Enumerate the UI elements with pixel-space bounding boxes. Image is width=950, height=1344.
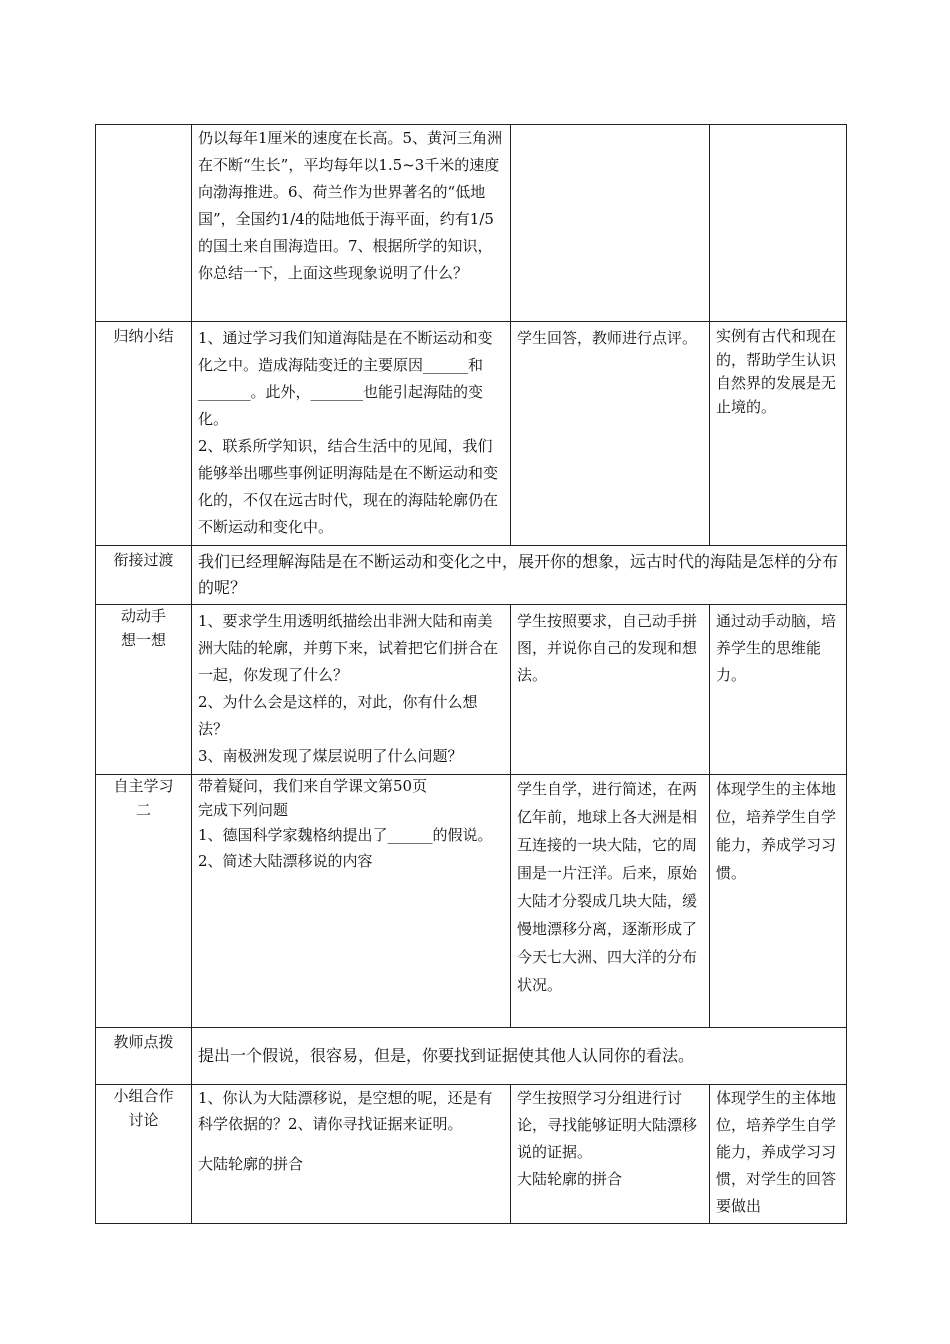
table-row-summary xyxy=(96,322,847,546)
content-cell: 我们已经理解海陆是在不断运动和变化之中，展开你的想象，远古时代的海陆是怎样的分布的呢？ xyxy=(192,546,847,605)
content-cell xyxy=(192,775,511,1028)
content-text: 2、简述大陆漂移说的内容 xyxy=(198,852,373,870)
content-cell xyxy=(192,322,511,546)
table-row-selfstudy xyxy=(96,775,847,1028)
content-text: 1、你认为大陆漂移说，是空想的呢，还是有科学依据的？2、请你寻找证据来证明。 xyxy=(198,1089,493,1133)
goal-cell: 体现学生的主体地位，培养学生自学能力，养成学习习惯。 xyxy=(710,775,847,1028)
content-text: 1、德国科学家魏格纳提出了______的假说。 xyxy=(198,826,493,844)
content-text: 1、要求学生用透明纸描绘出非洲大陆和南美洲大陆的轮廓，并剪下来，试着把它们拼合在一起，你发现了什么？ xyxy=(198,612,499,684)
content-text: 2、联系所学知识，结合生活中的见闻，我们能够举出哪些事例证明海陆是在不断运动和变化的，不仅在远古时代，现在的海陆轮廓仍在不断运动和变化中。 xyxy=(198,437,499,536)
table-row-continuation xyxy=(96,125,847,322)
goal-cell: 通过动手动脑，培养学生的思维能力。 xyxy=(710,605,847,775)
stage-cell: 动动手想一想 xyxy=(96,605,192,775)
goal-cell xyxy=(710,125,847,322)
table-row-handson xyxy=(96,605,847,775)
lesson-plan-table xyxy=(95,124,847,1224)
activity-text: 学生按照学习分组进行讨论，寻找能够证明大陆漂移说的证据。 xyxy=(517,1089,698,1161)
content-text: 完成下列问题 xyxy=(198,800,289,819)
activity-text: 大陆轮廓的拼合 xyxy=(517,1170,623,1188)
stage-cell: 衔接过渡 xyxy=(96,546,192,605)
activity-cell xyxy=(511,125,710,322)
content-text: 大陆轮廓的拼合 xyxy=(198,1155,304,1173)
table-row-transition xyxy=(96,546,847,605)
goal-cell: 实例有古代和现在的，帮助学生认识自然界的发展是无止境的。 xyxy=(710,322,847,546)
content-cell: 提出一个假说，很容易，但是，你要找到证据使其他人认同你的看法。 xyxy=(192,1028,847,1085)
activity-cell: 学生按照要求，自己动手拼图，并说你自己的发现和想法。 xyxy=(511,605,710,775)
content-text: 1、通过学习我们知道海陆是在不断运动和变化之中。造成海陆变迁的主要原因______和_______。此外，_______也能引起海陆的变化。 xyxy=(198,329,493,428)
content-text: 仍以每年1厘米的速度在长高。5、黄河三角洲在不断“生长”，平均每年以1.5~3千米的速度向渤海推进。6、荷兰作为世界著名的“低地国”，全国约1/4的陆地低于海平面，约有1/5的国土来自围海造田。7、根据所学的知识，你总结一下，上面这些现象说明了什么？ xyxy=(198,129,503,282)
activity-cell xyxy=(511,1085,710,1224)
stage-cell xyxy=(96,125,192,322)
content-text: 3、南极洲发现了煤层说明了什么问题？ xyxy=(198,747,463,765)
stage-cell: 小组合作讨论 xyxy=(96,1085,192,1224)
activity-cell: 学生回答，教师进行点评。 xyxy=(511,322,710,546)
content-cell xyxy=(192,125,511,322)
content-text: 2、为什么会是这样的，对此，你有什么想法？ xyxy=(198,693,478,738)
activity-cell: 学生自学，进行简述，在两亿年前，地球上各大洲是相互连接的一块大陆，它的周围是一片汪洋。后来，原始大陆才分裂成几块大陆，缓慢地漂移分离，逐渐形成了今天七大洲、四大洋的分布状况。 xyxy=(511,775,710,1028)
stage-cell: 归纳小结 xyxy=(96,322,192,546)
table-row-group xyxy=(96,1085,847,1224)
goal-cell: 体现学生的主体地位，培养学生自学能力，养成学习习惯，对学生的回答要做出 xyxy=(710,1085,847,1224)
table-row-teacher xyxy=(96,1028,847,1085)
content-cell xyxy=(192,1085,511,1224)
stage-cell: 自主学习二 xyxy=(96,775,192,1028)
content-cell xyxy=(192,605,511,775)
stage-cell: 教师点拨 xyxy=(96,1028,192,1085)
content-text: 带着疑问，我们来自学课文第50页 xyxy=(198,777,428,795)
